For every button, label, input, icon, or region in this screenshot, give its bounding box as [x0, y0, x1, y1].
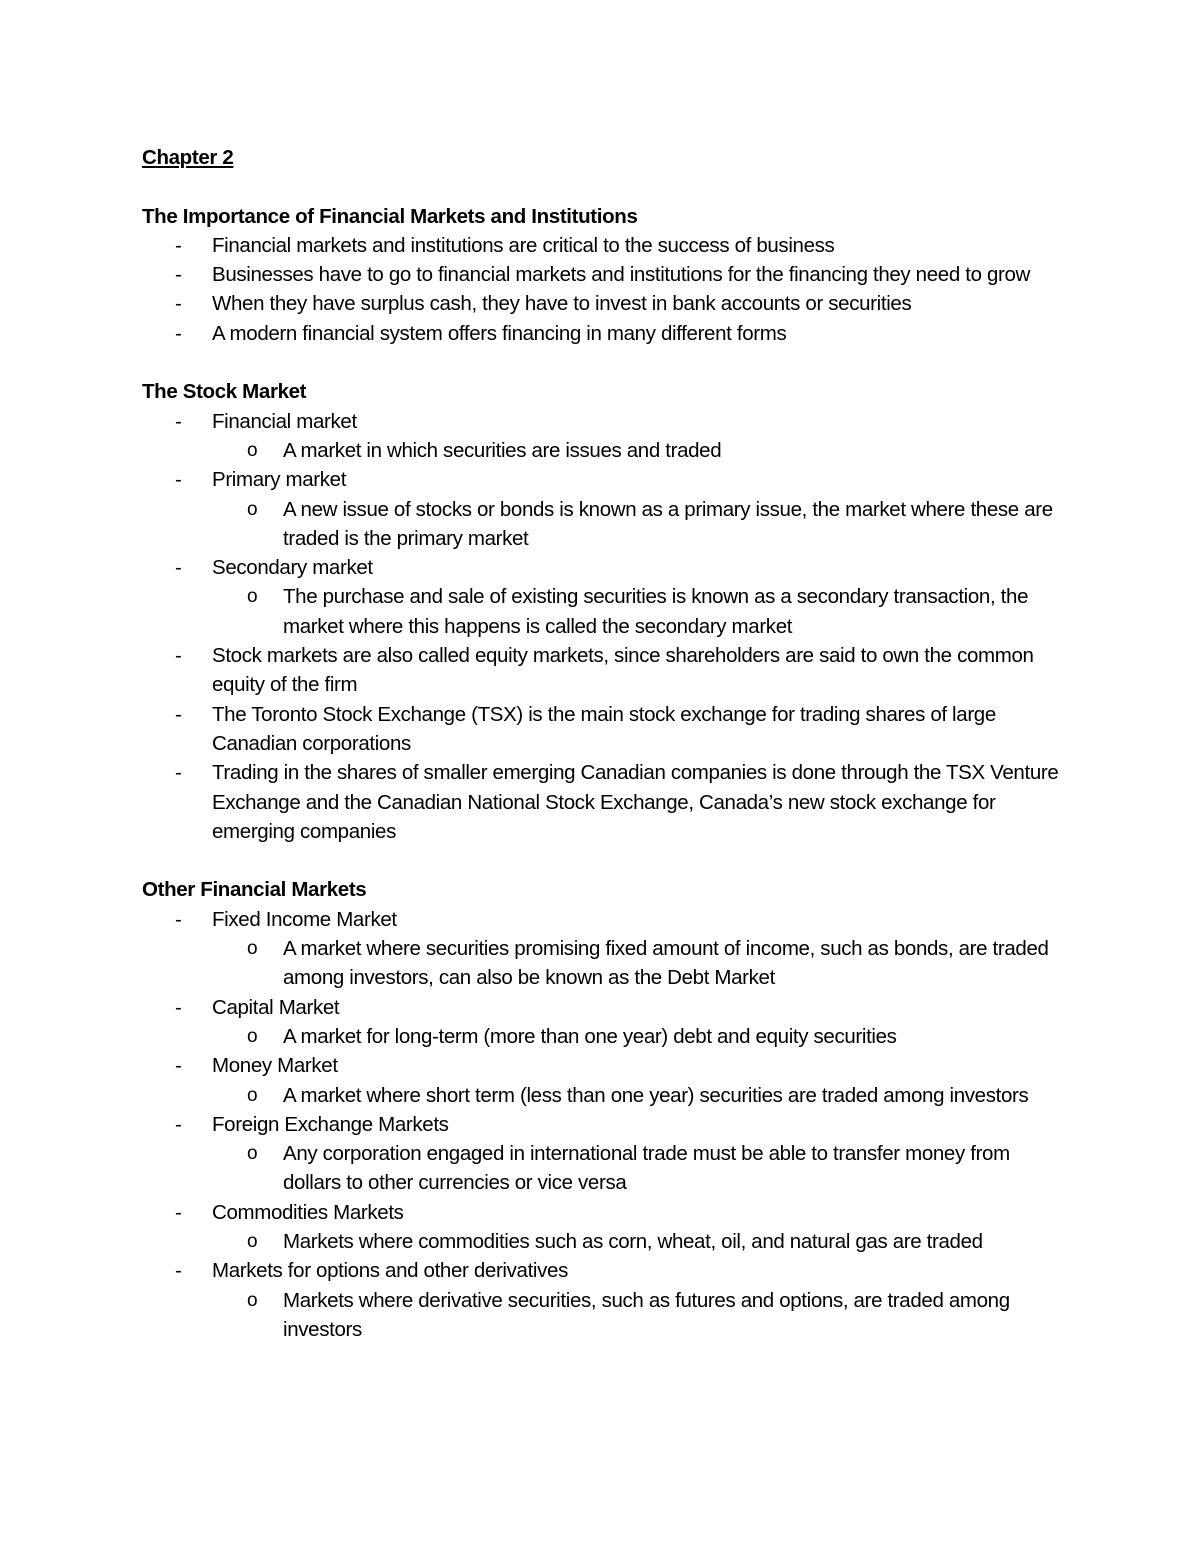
- bullet-item: [142, 231, 1072, 260]
- dash-bullet-icon: -: [175, 233, 182, 257]
- bullet-text: Primary market: [212, 468, 347, 492]
- circle-bullet-icon: o: [247, 1084, 258, 1106]
- dash-bullet-icon: -: [175, 995, 182, 1019]
- spacer: [142, 348, 1072, 377]
- section: [142, 875, 1072, 1344]
- bullet-text: Financial market: [212, 409, 357, 433]
- bullet-item: [142, 553, 1072, 582]
- dash-bullet-icon: -: [175, 409, 182, 433]
- circle-bullet-icon: o: [247, 1230, 258, 1252]
- bullet-item: [142, 319, 1072, 348]
- bullet-item: [142, 289, 1072, 318]
- bullet-text: Secondary market: [212, 556, 373, 580]
- bullet-item: [142, 407, 1072, 436]
- dash-bullet-icon: -: [175, 1259, 182, 1283]
- dash-bullet-icon: -: [175, 556, 182, 580]
- sub-bullet-text: A market in which securities are issues and traded: [283, 438, 722, 462]
- document-body: [142, 143, 1072, 1344]
- circle-bullet-icon: o: [247, 586, 258, 608]
- bullet-item: [142, 641, 1072, 700]
- bullet-item: [142, 700, 1072, 759]
- sub-bullet-item: [142, 1227, 1072, 1256]
- bullet-text: Fixed Income Market: [212, 907, 397, 931]
- sub-bullet-item: [142, 582, 1072, 641]
- bullet-text: Businesses have to go to financial markets and institutions for the financing they need to grow: [212, 263, 1031, 287]
- chapter-title: Chapter 2: [142, 146, 234, 169]
- bullet-text: Money Market: [212, 1054, 338, 1078]
- circle-bullet-icon: o: [247, 938, 258, 960]
- sub-bullet-item: [142, 1081, 1072, 1110]
- bullet-text: When they have surplus cash, they have to invest in bank accounts or securities: [212, 292, 912, 316]
- section-heading: The Importance of Financial Markets and Institutions: [142, 204, 638, 228]
- circle-bullet-icon: o: [247, 439, 258, 461]
- dash-bullet-icon: -: [175, 702, 182, 726]
- sub-bullet-item: [142, 495, 1072, 554]
- bullet-text: Stock markets are also called equity markets, since shareholders are said to own the common equity of the firm: [212, 644, 1034, 697]
- dash-bullet-icon: -: [175, 263, 182, 287]
- circle-bullet-icon: o: [247, 1143, 258, 1165]
- bullet-item: [142, 758, 1072, 846]
- bullet-text: Financial markets and institutions are critical to the success of business: [212, 233, 835, 257]
- circle-bullet-icon: o: [247, 1025, 258, 1047]
- sub-bullet-item: [142, 436, 1072, 465]
- bullet-text: The Toronto Stock Exchange (TSX) is the main stock exchange for trading shares of large Canadian corporations: [212, 702, 996, 755]
- bullet-item: [142, 993, 1072, 1022]
- sub-bullet-text: A market for long-term (more than one year) debt and equity securities: [283, 1024, 897, 1048]
- bullet-item: [142, 465, 1072, 494]
- spacer: [142, 172, 1072, 201]
- dash-bullet-icon: -: [175, 761, 182, 785]
- sections: [142, 202, 1072, 1345]
- dash-bullet-icon: -: [175, 1112, 182, 1136]
- section-heading: The Stock Market: [142, 380, 307, 404]
- dash-bullet-icon: -: [175, 644, 182, 668]
- sub-bullet-text: The purchase and sale of existing securities is known as a secondary transaction, the market where this happens is called the secondary market: [283, 585, 1029, 638]
- bullet-text: A modern financial system offers financing in many different forms: [212, 321, 787, 345]
- bullet-text: Commodities Markets: [212, 1200, 404, 1224]
- dash-bullet-icon: -: [175, 321, 182, 345]
- bullet-item: [142, 1110, 1072, 1139]
- bullet-item: [142, 1198, 1072, 1227]
- spacer: [142, 846, 1072, 875]
- dash-bullet-icon: -: [175, 1054, 182, 1078]
- sub-bullet-text: A market where short term (less than one year) securities are traded among investors: [283, 1083, 1029, 1107]
- sub-bullet-text: A market where securities promising fixed amount of income, such as bonds, are traded among investors, can also be known as the Debt Market: [283, 937, 1049, 990]
- section: [142, 202, 1072, 348]
- bullet-item: [142, 260, 1072, 289]
- bullet-text: Capital Market: [212, 995, 340, 1019]
- dash-bullet-icon: -: [175, 907, 182, 931]
- bullet-item: [142, 1051, 1072, 1080]
- sub-bullet-text: A new issue of stocks or bonds is known as a primary issue, the market where these are traded is the primary market: [283, 497, 1053, 550]
- section: [142, 377, 1072, 846]
- sub-bullet-text: Markets where derivative securities, such as futures and options, are traded among investors: [283, 1288, 1010, 1341]
- circle-bullet-icon: o: [247, 1289, 258, 1311]
- section-heading: Other Financial Markets: [142, 878, 367, 902]
- sub-bullet-item: [142, 934, 1072, 993]
- bullet-text: Foreign Exchange Markets: [212, 1112, 449, 1136]
- bullet-text: Markets for options and other derivatives: [212, 1259, 568, 1283]
- dash-bullet-icon: -: [175, 1200, 182, 1224]
- dash-bullet-icon: -: [175, 468, 182, 492]
- sub-bullet-item: [142, 1286, 1072, 1345]
- sub-bullet-text: Any corporation engaged in international trade must be able to transfer money from dollars to other currencies or vice versa: [283, 1142, 1010, 1195]
- circle-bullet-icon: o: [247, 498, 258, 520]
- sub-bullet-item: [142, 1139, 1072, 1198]
- bullet-item: [142, 1256, 1072, 1285]
- sub-bullet-item: [142, 1022, 1072, 1051]
- sub-bullet-text: Markets where commodities such as corn, wheat, oil, and natural gas are traded: [283, 1229, 983, 1253]
- bullet-text: Trading in the shares of smaller emerging Canadian companies is done through the TSX Venture Exchange and the Canadian National Stock Exchange, Canada’s new stock exchange for emerging companies: [212, 761, 1059, 843]
- dash-bullet-icon: -: [175, 292, 182, 316]
- bullet-item: [142, 905, 1072, 934]
